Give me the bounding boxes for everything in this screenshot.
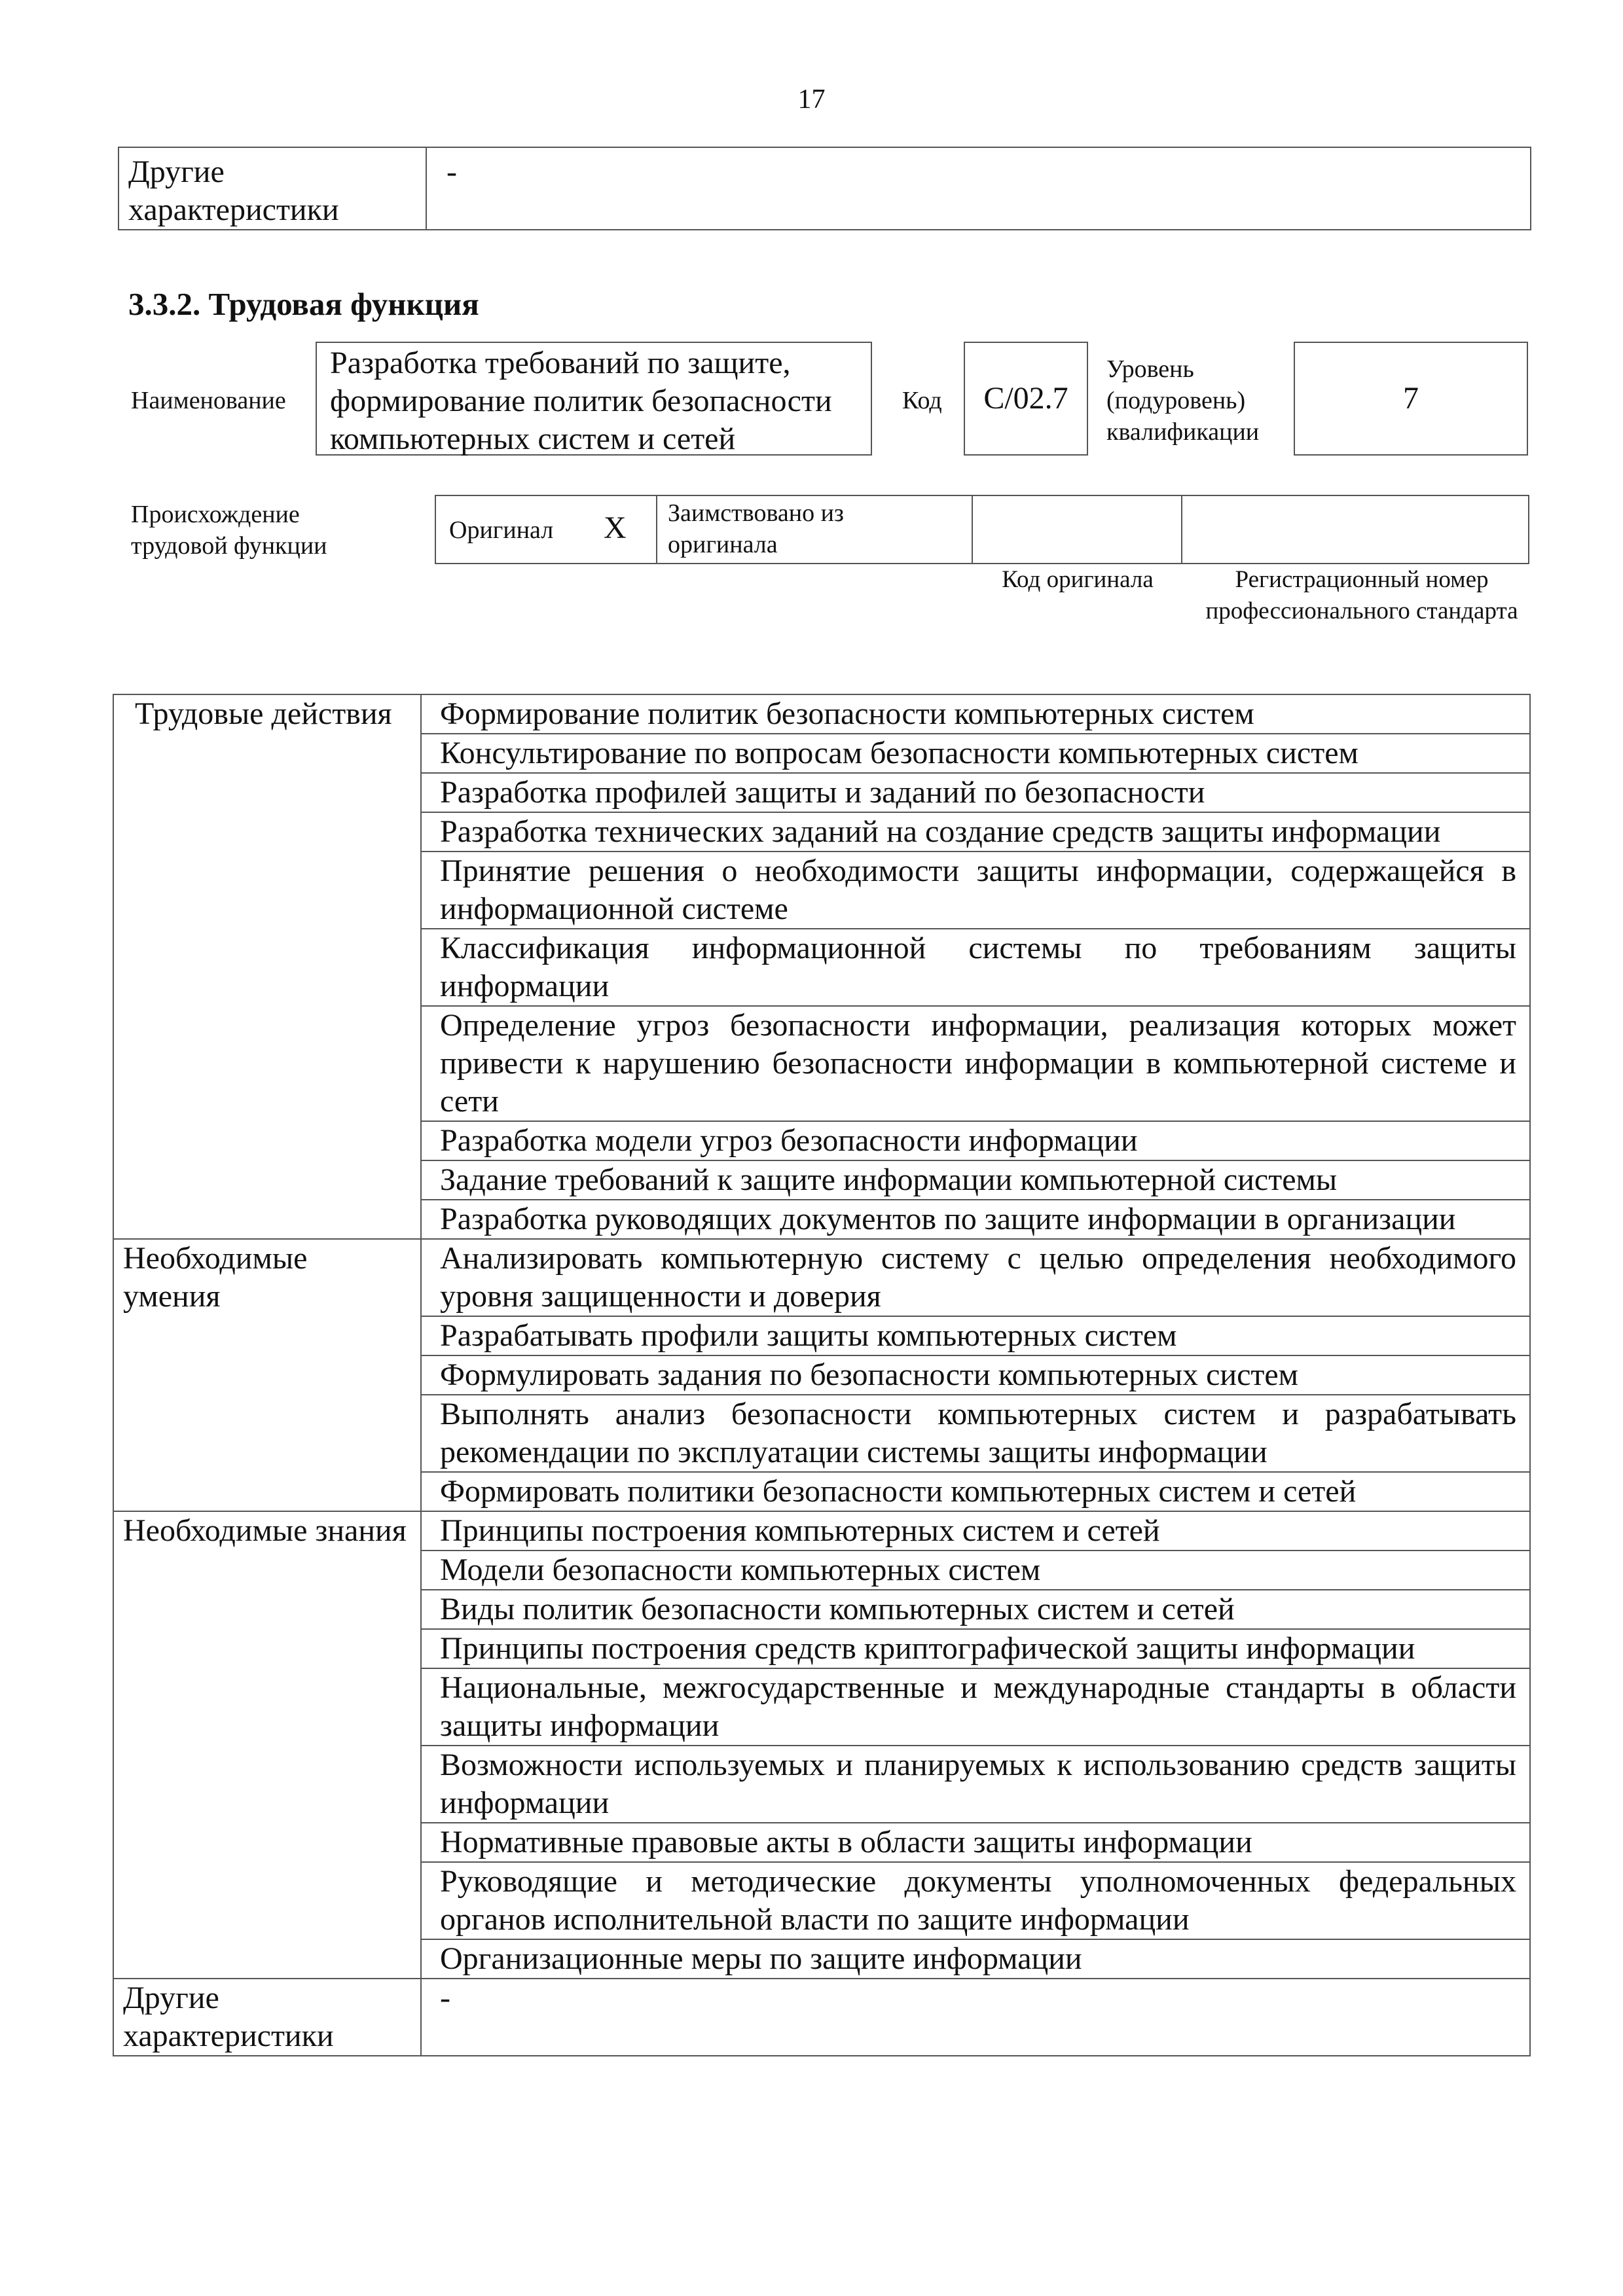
skills-label: Необходимые умения bbox=[113, 1239, 421, 1511]
table-cell: Организационные меры по защите информации bbox=[421, 1939, 1530, 1979]
origin-divider-3 bbox=[1181, 495, 1182, 564]
table-cell: Консультирование по вопросам безопасности компьютерных систем bbox=[421, 734, 1530, 773]
origin-divider-2 bbox=[972, 495, 973, 564]
table-row bbox=[113, 694, 1530, 734]
table-row bbox=[113, 1511, 1530, 1551]
reg-number-caption: Регистрационный номер профессионального стандарта bbox=[1205, 566, 1518, 624]
table-cell: Принципы построения средств криптографической защиты информации bbox=[421, 1629, 1530, 1668]
original-mark: X bbox=[604, 511, 627, 545]
table-cell: Принципы построения компьютерных систем и сетей bbox=[421, 1511, 1530, 1551]
name-value: Разработка требований по защите, формирование политик безопасности компьютерных систем и сетей bbox=[316, 342, 872, 456]
table-cell: Руководящие и методические документы уполномоченных федеральных органов исполнительной власти по защите информации bbox=[421, 1862, 1530, 1939]
origin-label: Происхождение трудовой функции bbox=[131, 501, 327, 560]
table-cell: Нормативные правовые акты в области защиты информации bbox=[421, 1823, 1530, 1862]
code-value: C/02.7 bbox=[964, 342, 1088, 456]
code-label: Код bbox=[902, 387, 942, 414]
table-cell: Виды политик безопасности компьютерных систем и сетей bbox=[421, 1590, 1530, 1629]
origin-divider-1 bbox=[656, 495, 657, 564]
table-cell: Национальные, межгосударственные и международные стандарты в области защиты информации bbox=[421, 1668, 1530, 1746]
table-cell: Разработка модели угроз безопасности информации bbox=[421, 1121, 1530, 1160]
other-characteristics-label: Другие характеристики bbox=[113, 1979, 421, 2056]
page-number: 17 bbox=[797, 84, 826, 115]
table-row bbox=[113, 1979, 1530, 2056]
top-other-value: - bbox=[426, 147, 1531, 230]
table-cell: Возможности используемых и планируемых к использованию средств защиты информации bbox=[421, 1746, 1530, 1823]
other-characteristics-value: - bbox=[421, 1979, 1530, 2056]
table-cell: Классификация информационной системы по требованиям защиты информации bbox=[421, 929, 1530, 1006]
table-row bbox=[113, 1239, 1530, 1316]
top-other-characteristics-table bbox=[118, 147, 1531, 230]
table-cell: Формулировать задания по безопасности компьютерных систем bbox=[421, 1355, 1530, 1395]
table-cell: Формировать политики безопасности компьютерных систем и сетей bbox=[421, 1472, 1530, 1511]
knowledge-label: Необходимые знания bbox=[113, 1511, 421, 1979]
table-cell: Разработка профилей защиты и заданий по безопасности bbox=[421, 773, 1530, 812]
original-label: Оригинал bbox=[449, 516, 554, 544]
table-cell: Модели безопасности компьютерных систем bbox=[421, 1551, 1530, 1590]
table-cell: Принятие решения о необходимости защиты информации, содержащейся в информационной системе bbox=[421, 852, 1530, 929]
table-cell: Определение угроз безопасности информации, реализация которых может привести к нарушению безопасности информации в компьютерной системе и сети bbox=[421, 1006, 1530, 1121]
table-cell: Задание требований к защите информации компьютерной системы bbox=[421, 1160, 1530, 1200]
table-cell: Выполнять анализ безопасности компьютерных систем и разрабатывать рекомендации по эксплуатации системы защиты информации bbox=[421, 1395, 1530, 1472]
section-heading: 3.3.2. Трудовая функция bbox=[128, 286, 479, 322]
code-original-caption: Код оригинала bbox=[1002, 566, 1154, 593]
table-cell: Разработка руководящих документов по защите информации в организации bbox=[421, 1200, 1530, 1239]
main-table bbox=[113, 694, 1531, 2056]
table-cell: Разрабатывать профили защиты компьютерных систем bbox=[421, 1316, 1530, 1355]
labor-actions-label: Трудовые действия bbox=[113, 694, 421, 1239]
level-label: Уровень (подуровень) квалификации bbox=[1106, 355, 1260, 446]
name-label: Наименование bbox=[131, 387, 286, 414]
borrowed-label: Заимствовано из оригинала bbox=[668, 499, 844, 558]
table-cell: Анализировать компьютерную систему с целью определения необходимого уровня защищенности и доверия bbox=[421, 1239, 1530, 1316]
level-value: 7 bbox=[1294, 342, 1528, 456]
table-cell: Разработка технических заданий на создание средств защиты информации bbox=[421, 812, 1530, 852]
table-cell: Формирование политик безопасности компьютерных систем bbox=[421, 694, 1530, 734]
origin-table bbox=[435, 495, 1529, 564]
top-other-label: Другие характеристики bbox=[119, 147, 426, 230]
